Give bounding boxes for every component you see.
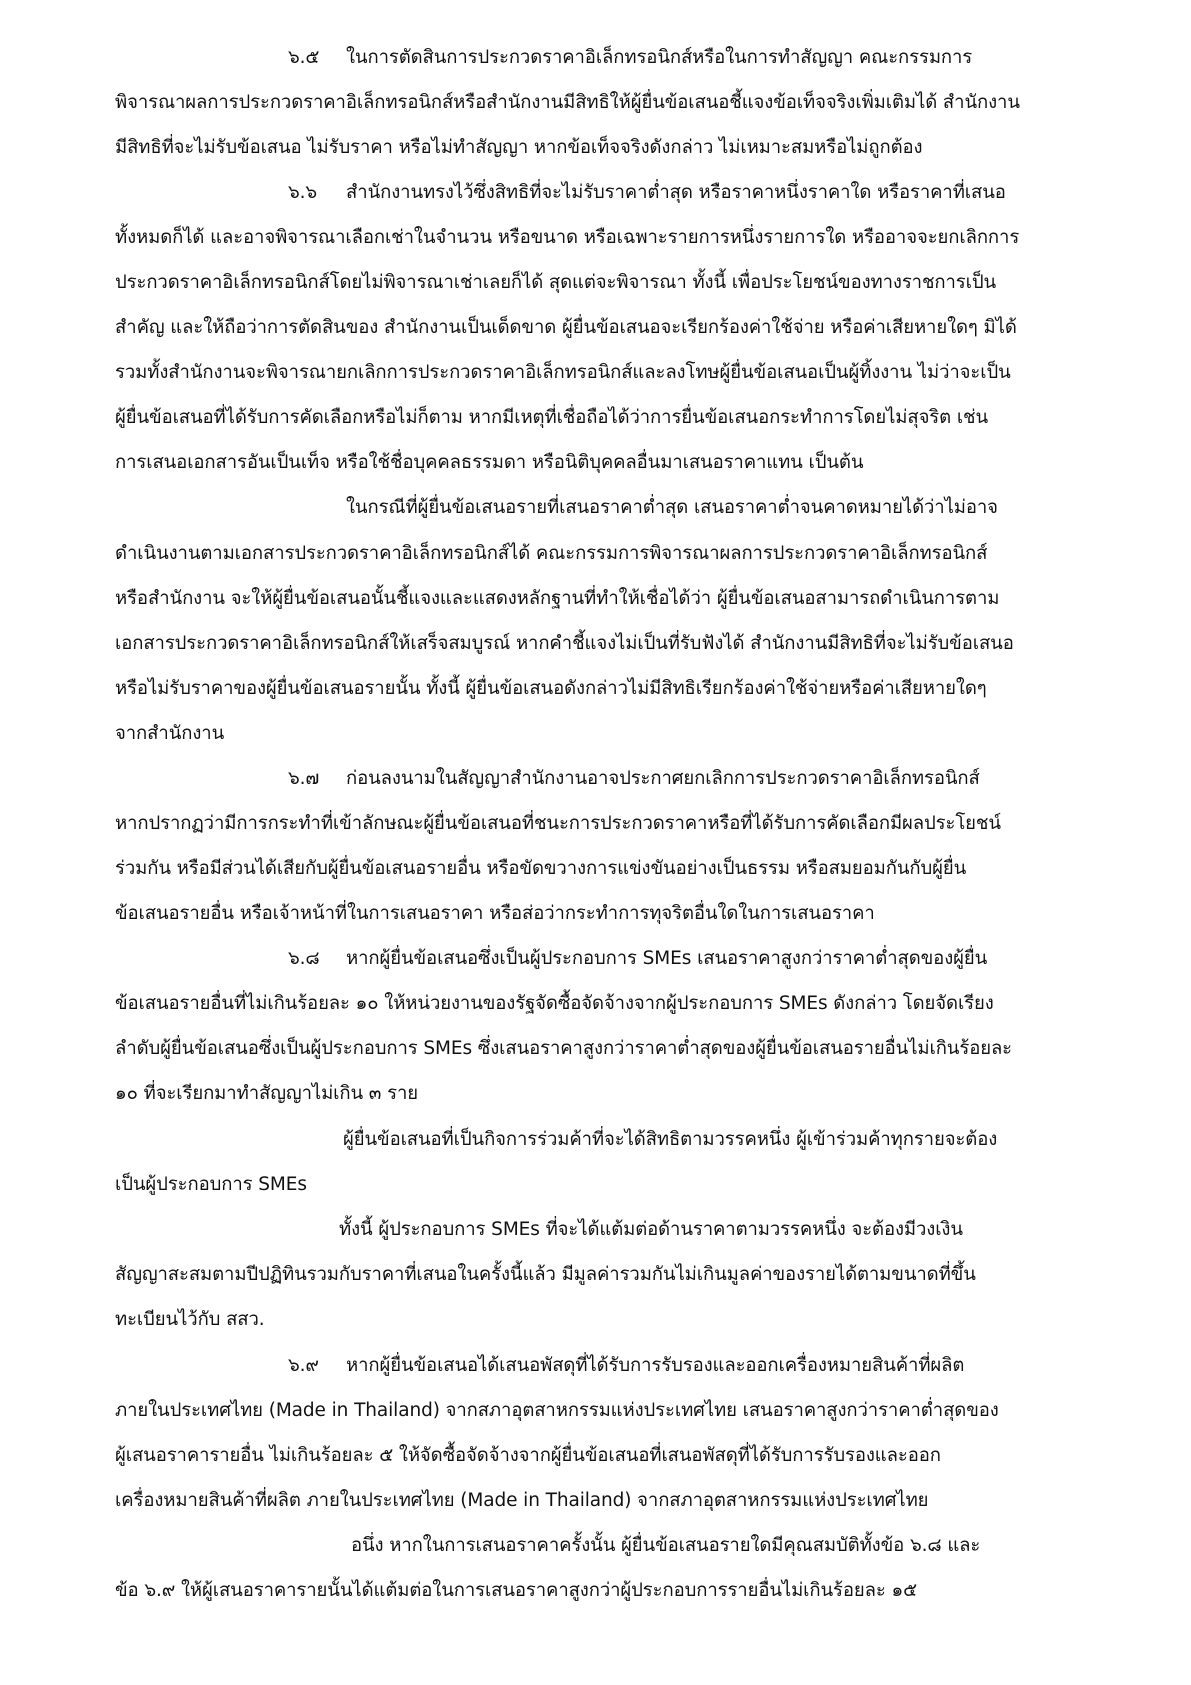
clause-number: ๖.๕	[288, 47, 320, 68]
body-line: หากปรากฏว่ามีการกระทำที่เข้าลักษณะผู้ยื่นข้อเสนอที่ชนะการประกวดราคาหรือที่ได้รับการคัดเลือกมีผลประโยชน์	[115, 813, 1001, 834]
body-line: ประกวดราคาอิเล็กทรอนิกส์โดยไม่พิจารณาเช่าเลยก็ได้ สุดแต่จะพิจารณา ทั้งนี้ เพื่อประโยชน์ของทางราชการเป็น	[115, 272, 997, 293]
body-line: หรือไม่รับราคาของผู้ยื่นข้อเสนอรายนั้น ทั้งนี้ ผู้ยื่นข้อเสนอดังกล่าวไม่มีสิทธิเรียกร้องค่าใช้จ่ายหรือค่าเสียหายใดๆ	[115, 678, 987, 699]
paragraph-start-line: ผู้ยื่นข้อเสนอที่เป็นกิจการร่วมค้าที่จะได้สิทธิตามวรรคหนึ่ง ผู้เข้าร่วมค้าทุกรายจะต้อง	[343, 1129, 998, 1150]
clause-text: ในการตัดสินการประกวดราคาอิเล็กทรอนิกส์หรือในการทำสัญญา คณะกรรมการ	[346, 47, 973, 68]
clause-number: ๖.๘	[288, 948, 320, 969]
body-line: ภายในประเทศไทย (Made in Thailand) จากสภาอุตสาหกรรมแห่งประเทศไทย เสนอราคาสูงกว่าราคาต่ำสุดของ	[115, 1400, 999, 1421]
body-line: ทะเบียนไว้กับ สสว.	[115, 1309, 265, 1330]
clause-number: ๖.๖	[288, 182, 318, 203]
clause-number: ๖.๙	[288, 1355, 319, 1376]
paragraph-start-line: ในกรณีที่ผู้ยื่นข้อเสนอรายที่เสนอราคาต่ำสุด เสนอราคาต่ำจนคาดหมายได้ว่าไม่อาจ	[346, 497, 998, 518]
body-line: ทั้งหมดก็ได้ และอาจพิจารณาเลือกเช่าในจำนวน หรือขนาด หรือเฉพาะรายการหนึ่งรายการใด หรืออาจจะยกเลิกการ	[115, 227, 1020, 248]
body-line: ร่วมกัน หรือมีส่วนได้เสียกับผู้ยื่นข้อเสนอรายอื่น หรือขัดขวางการแข่งขันอย่างเป็นธรรม หรือสมยอมกันกับผู้ยื่น	[115, 858, 967, 879]
clause-6-6-line	[288, 179, 1006, 207]
body-line: หรือสำนักงาน จะให้ผู้ยื่นข้อเสนอนั้นชี้แจงและแสดงหลักฐานที่ทำให้เชื่อได้ว่า ผู้ยื่นข้อเสนอสามารถดำเนินการตาม	[115, 588, 1000, 609]
clause-number: ๖.๗	[288, 768, 320, 789]
body-line: ผู้เสนอราคารายอื่น ไม่เกินร้อยละ ๕ ให้จัดซื้อจัดจ้างจากผู้ยื่นข้อเสนอที่เสนอพัสดุที่ได้รับการรับรองและออก	[115, 1445, 941, 1466]
paragraph-start-line: ทั้งนี้ ผู้ประกอบการ SMEs ที่จะได้แต้มต่อด้านราคาตามวรรคหนึ่ง จะต้องมีวงเงิน	[339, 1219, 963, 1240]
body-line: จากสำนักงาน	[115, 723, 225, 744]
body-line: ผู้ยื่นข้อเสนอที่ได้รับการคัดเลือกหรือไม่ก็ตาม หากมีเหตุที่เชื่อถือได้ว่าการยื่นข้อเสนอกระทำการโดยไม่สุจริต เช่น	[115, 407, 989, 428]
clause-6-8-line	[288, 945, 987, 973]
body-line: รวมทั้งสำนักงานจะพิจารณายกเลิกการประกวดราคาอิเล็กทรอนิกส์และลงโทษผู้ยื่นข้อเสนอเป็นผู้ทิ้งงาน ไม่ว่าจะเป็น	[115, 362, 1011, 383]
body-line: เครื่องหมายสินค้าที่ผลิต ภายในประเทศไทย (Made in Thailand) จากสภาอุตสาหกรรมแห่งประเทศไทย	[115, 1490, 929, 1511]
clause-text: ก่อนลงนามในสัญญาสำนักงานอาจประกาศยกเลิกการประกวดราคาอิเล็กทรอนิกส์	[346, 768, 980, 789]
body-line: สำคัญ และให้ถือว่าการตัดสินของ สำนักงานเป็นเด็ดขาด ผู้ยื่นข้อเสนอจะเรียกร้องค่าใช้จ่าย หรือค่าเสียหายใดๆ มิได้	[115, 317, 1017, 338]
body-line: ข้อเสนอรายอื่นที่ไม่เกินร้อยละ ๑๐ ให้หน่วยงานของรัฐจัดซื้อจัดจ้างจากผู้ประกอบการ SMEs ดังกล่าว โดยจัดเรียง	[115, 993, 994, 1014]
clause-text: หากผู้ยื่นข้อเสนอซึ่งเป็นผู้ประกอบการ SMEs เสนอราคาสูงกว่าราคาต่ำสุดของผู้ยื่น	[346, 948, 988, 969]
body-line: มีสิทธิที่จะไม่รับข้อเสนอ ไม่รับราคา หรือไม่ทำสัญญา หากข้อเท็จจริงดังกล่าว ไม่เหมาะสมหรือไม่ถูกต้อง	[115, 137, 923, 158]
body-line: การเสนอเอกสารอันเป็นเท็จ หรือใช้ชื่อบุคคลธรรมดา หรือนิติบุคคลอื่นมาเสนอราคาแทน เป็นต้น	[115, 452, 864, 473]
body-line: ข้อ ๖.๙ ให้ผู้เสนอราคารายนั้นได้แต้มต่อในการเสนอราคาสูงกว่าผู้ประกอบการรายอื่นไม่เกินร้อยละ ๑๕	[115, 1580, 918, 1601]
clause-6-9-line	[288, 1352, 964, 1380]
body-line: เอกสารประกวดราคาอิเล็กทรอนิกส์ให้เสร็จสมบูรณ์ หากคำชี้แจงไม่เป็นที่รับฟังได้ สำนักงานมีสิทธิที่จะไม่รับข้อเสนอ	[115, 633, 1014, 654]
clause-text: หากผู้ยื่นข้อเสนอได้เสนอพัสดุที่ได้รับการรับรองและออกเครื่องหมายสินค้าที่ผลิต	[346, 1355, 965, 1376]
body-line: ลำดับผู้ยื่นข้อเสนอซึ่งเป็นผู้ประกอบการ SMEs ซึ่งเสนอราคาสูงกว่าราคาต่ำสุดของผู้ยื่นข้อเสนอรายอื่นไม่เกินร้อยละ	[115, 1038, 1013, 1059]
clause-text: สำนักงานทรงไว้ซึ่งสิทธิที่จะไม่รับราคาต่ำสุด หรือราคาหนึ่งราคาใด หรือราคาที่เสนอ	[346, 182, 1006, 203]
body-line: พิจารณาผลการประกวดราคาอิเล็กทรอนิกส์หรือสำนักงานมีสิทธิให้ผู้ยื่นข้อเสนอชี้แจงข้อเท็จจริงเพิ่มเติมได้ สำนักงาน	[115, 92, 1020, 113]
clause-6-5-line	[288, 44, 972, 72]
clause-6-7-line	[288, 765, 980, 793]
paragraph-start-line: อนึ่ง หากในการเสนอราคาครั้งนั้น ผู้ยื่นข้อเสนอรายใดมีคุณสมบัติทั้งข้อ ๖.๘ และ	[351, 1535, 981, 1556]
body-line: เป็นผู้ประกอบการ SMEs	[115, 1174, 307, 1195]
body-line: ข้อเสนอรายอื่น หรือเจ้าหน้าที่ในการเสนอราคา หรือส่อว่ากระทำการทุจริตอื่นใดในการเสนอราคา	[115, 903, 875, 924]
body-line: สัญญาสะสมตามปีปฏิทินรวมกับราคาที่เสนอในครั้งนี้แล้ว มีมูลค่ารวมกันไม่เกินมูลค่าของรายได้ตามขนาดที่ขึ้น	[115, 1264, 976, 1285]
body-line: ๑๐ ที่จะเรียกมาทำสัญญาไม่เกิน ๓ ราย	[115, 1083, 419, 1104]
body-line: ดำเนินงานตามเอกสารประกวดราคาอิเล็กทรอนิกส์ได้ คณะกรรมการพิจารณาผลการประกวดราคาอิเล็กทรอนิกส์	[115, 543, 988, 564]
